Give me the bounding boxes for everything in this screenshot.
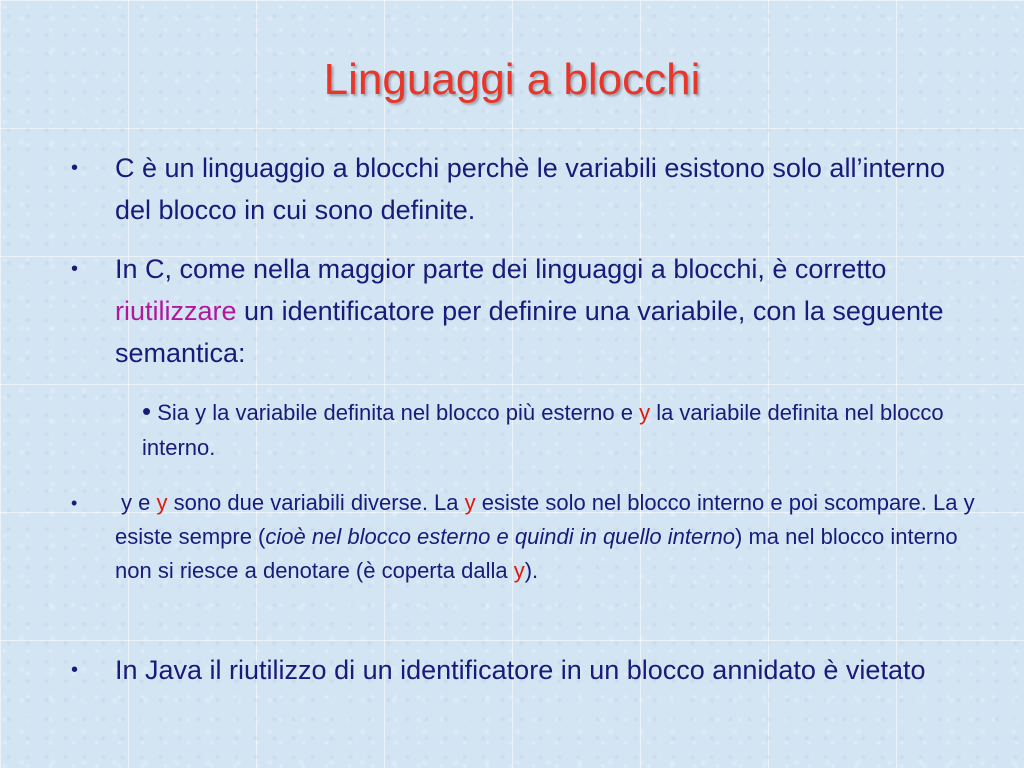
bullet-item-4 <box>71 649 975 691</box>
bullet-text-4: In Java il riutilizzo di un identificatore in un blocco annidato è vietato <box>115 655 926 685</box>
bullet-marker: • <box>71 258 79 280</box>
var-y-outer: y <box>195 400 207 425</box>
slide-title: Linguaggi a blocchi <box>323 55 701 104</box>
bullet-3-italic-note: cioè nel blocco esterno e quindi in quello interno <box>265 524 736 549</box>
bullet-3-text-1: e <box>132 490 157 515</box>
highlight-riutilizzare: riutilizzare <box>115 296 237 326</box>
bullet-3-text-3: esiste solo nel blocco interno e poi scompare. La <box>475 490 964 515</box>
var-y-inner: y <box>156 490 168 515</box>
var-y-outer: y <box>963 490 975 515</box>
bullet-3-text-5: ) ma nel blocco interno non si riesce a denotare (è coperta dalla <box>115 524 958 583</box>
bullet-2-text-start: In C, come nella maggior parte dei linguaggi a blocchi, è corretto <box>115 254 887 284</box>
bullet-3-text-2: sono due variabili diverse. La <box>167 490 465 515</box>
sub-text-2: la variabile definita nel blocco più esterno e <box>206 400 640 425</box>
var-y-inner: y <box>513 558 525 583</box>
sub-bullet-marker: • <box>142 396 152 426</box>
sub-bullet-item <box>142 394 962 465</box>
sub-text-1: Sia <box>151 400 196 425</box>
bullet-3-text-4: esiste sempre ( <box>115 524 266 549</box>
bullet-2-text-end: un identificatore per definire una variabile, con la seguente semantica: <box>115 296 944 368</box>
var-y-outer: y <box>121 490 132 515</box>
bullet-item-2 <box>71 248 975 374</box>
bullet-marker: • <box>71 493 78 513</box>
bullet-marker: • <box>71 659 79 681</box>
var-y-inner: y <box>464 490 476 515</box>
bullet-text-1: C è un linguaggio a blocchi perchè le variabili esistono solo all’interno del blocco in cui sono definite. <box>115 153 945 225</box>
sub-text-3: la variabile definita nel blocco interno. <box>142 400 944 460</box>
bullet-item-1 <box>71 147 975 231</box>
bullet-item-3 <box>71 486 975 588</box>
var-y-inner: y <box>639 400 651 425</box>
bullet-marker: • <box>71 157 79 179</box>
bullet-3-text-6: ). <box>524 558 539 583</box>
